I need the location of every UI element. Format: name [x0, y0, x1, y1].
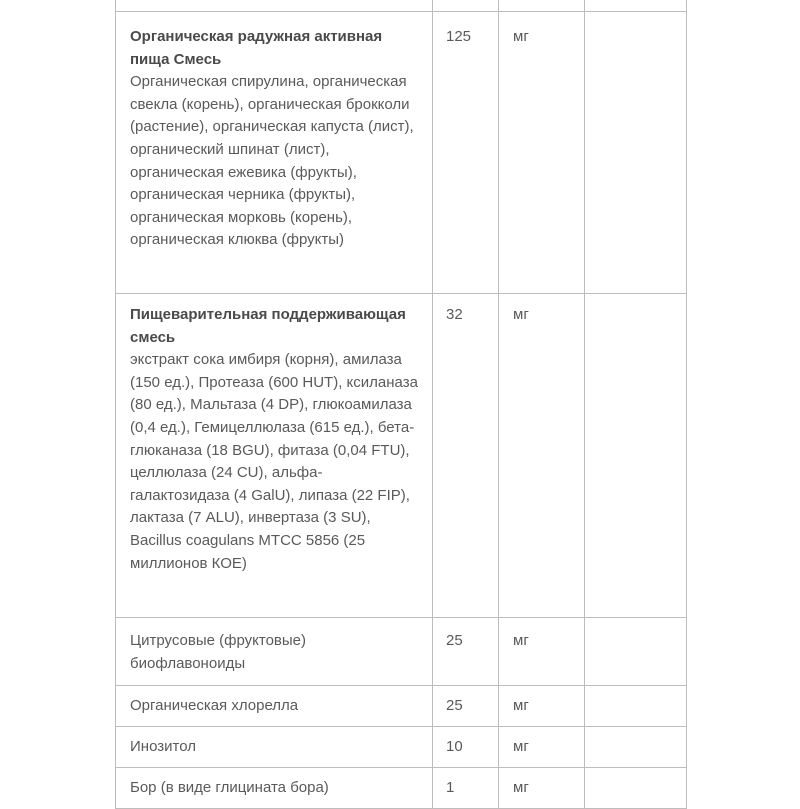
table-row [116, 618, 687, 686]
table-row [116, 12, 687, 294]
table-row [116, 727, 687, 768]
table-row [116, 686, 687, 727]
daily-value-cell [585, 686, 687, 727]
supplement-facts-table [115, 0, 687, 809]
daily-value-cell [585, 12, 687, 294]
amount-cell: 10 [433, 727, 499, 768]
amount-cell: 25 [433, 686, 499, 727]
ingredient-name: Органическая радужная активная пища Смесь [130, 28, 383, 68]
table-row-previous [116, 0, 687, 12]
unit-cell: мг [499, 686, 585, 727]
unit-cell: мг [499, 12, 585, 294]
table-row [116, 768, 687, 809]
ingredient-name: Органическая хлорелла [116, 686, 433, 727]
ingredient-name: Бор (в виде глицината бора) [116, 768, 433, 809]
ingredient-description: экстракт сока имбиря (корня), амилаза (150 ед.), Протеаза (600 HUT), ксиланаза (80 ед.), Мальтаза (4 DP), глюкоамилаза (0,4 ед.), Гемицеллюлаза (615 ед.), бета-глюканаза (18 BGU), фитаза (0,04 FTU), целлюлаза (24 CU), альфа-галактозидаза (4 GalU), липаза (22 FIP), лактаза (7 ALU), инвертаза (3 SU), Bacillus coagulans MTCC 5856 (25 миллионов КОЕ) [130, 351, 418, 572]
amount-cell: 25 [433, 618, 499, 686]
table-row [116, 294, 687, 618]
daily-value-cell [585, 294, 687, 618]
unit-cell: мг [499, 727, 585, 768]
amount-cell: 125 [433, 12, 499, 294]
daily-value-cell [585, 768, 687, 809]
amount-cell: 32 [433, 294, 499, 618]
unit-cell: мг [499, 768, 585, 809]
daily-value-cell [585, 618, 687, 686]
daily-value-cell [585, 727, 687, 768]
ingredient-name: Цитрусовые (фруктовые) биофлавоноиды [116, 618, 433, 686]
ingredient-name: Пищеварительная поддерживающая смесь [130, 306, 406, 346]
unit-cell: мг [499, 618, 585, 686]
ingredient-cell [116, 294, 433, 618]
ingredient-description: Органическая спирулина, органическая свекла (корень), органическая брокколи (растение), органическая капуста (лист), органический шпинат (лист), органическая ежевика (фрукты), органическая черника (фрукты), органическая морковь (корень), органическая клюква (фрукты) [130, 73, 414, 249]
ingredient-name: Инозитол [116, 727, 433, 768]
unit-cell: мг [499, 294, 585, 618]
ingredient-cell [116, 12, 433, 294]
amount-cell: 1 [433, 768, 499, 809]
